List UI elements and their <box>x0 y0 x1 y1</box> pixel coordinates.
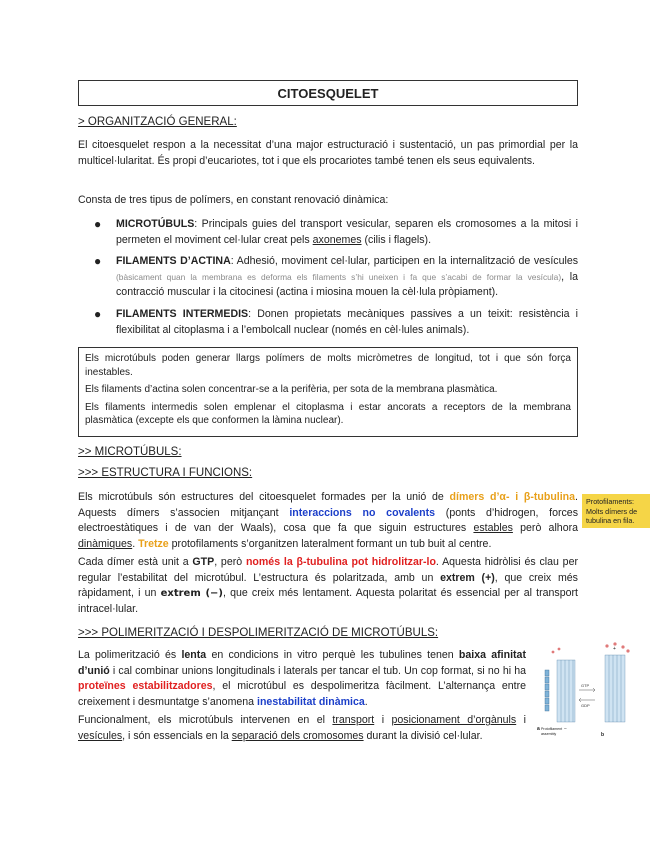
bullet-text: : Adhesió, moviment cel·lular, participen en la internalització de vesícules <box>230 255 579 267</box>
axonemes-term: axonemes <box>312 233 362 246</box>
heading-organitzacio: > ORGANITZACIÓ GENERAL: <box>78 116 237 128</box>
positioning-term: posicionament d’orgànuls <box>391 714 517 726</box>
microtubule-tube-b <box>605 655 625 722</box>
transport-term: transport <box>332 714 375 726</box>
function-paragraph: Funcionalment, els microtúbuls intervenen en el transport i posicionament d’orgànuls i vesícules, i són essencials en la separació dels cromosomes durant la divisió cel·lular. <box>78 714 527 742</box>
minus-end-term: extrem (−) <box>160 588 223 599</box>
page-title: CITOESQUELET <box>78 80 578 106</box>
bullet-text: : Donen propietats mecàniques passives a un teixit: resistència i flexibilitat al citoplasma i a l’embolcall nuclear (només en cèl·lules animals). <box>116 308 578 336</box>
bullet-title: FILAMENTS D’ACTINA <box>116 255 231 267</box>
gdp-arrows <box>579 688 595 702</box>
gtp-paragraph: Cada dímer està unit a GTP, però només la β-tubulina pot hidrolitzar-lo. Aquesta hidròlisi és clau per regular l’estabilitat del microtúbul. L’estructura és polaritzada, amb un extrem (+), que creix més ràpidament, i un extrem (−), que creix més lentament. Aquesta polaritat és essencial per al transport intracel·lular. <box>78 556 578 615</box>
plus-end-term: extrem (+) <box>440 571 495 584</box>
heading-microtubuls: >> MICROTÚBULS: <box>78 446 182 458</box>
bullet-text-end: (cilis i flagels). <box>361 233 432 246</box>
summary-intermedis: Els filaments intermedis solen emplenar el citoplasma i estar ancorats a receptors de la membrana plasmàtica (excepte els que conformen la làmina nuclear). <box>85 401 571 426</box>
polymers-intro: Consta de tres tipus de polímers, en constant renovació dinàmica: <box>78 194 389 206</box>
figure-label-a: a <box>537 726 540 732</box>
bullet-title: MICROTÚBULS <box>116 218 195 230</box>
bullet-text: : Principals guies del transport vesicular, separen els cromosomes a la mitosi i permeten el moviment cel·lular creat pels <box>116 218 578 246</box>
summary-microtubuls: Els microtúbuls poden generar llargs polímers de molts micròmetres de longitud, tot i que són força inestables. <box>85 353 571 378</box>
protofilament-column-1 <box>545 670 549 711</box>
bullet-actina <box>94 254 578 301</box>
chromosome-separation-term: separació dels cromosomes <box>231 729 364 742</box>
bullet-icon: ● <box>94 307 102 321</box>
gtp-term: GTP <box>192 556 215 568</box>
structure-paragraph: Els microtúbuls són estructures del citoesquelet formades per la unió de dímers d’α- i β-tubulina. Aquests dímers s’associen mitjançant interaccions no covalents (ponts d’hidrogen, forces electroestàtiques i de van der Waals), cosa que fa que siguin estructures estables però alhora dinàmiques. Tretze protofilaments s’organitzen lateralment formant un tub buit al centre. <box>78 491 579 550</box>
figure-label-plus: + <box>613 646 616 652</box>
bullet-aside: (bàsicament quan la membrana es deforma els filaments s’hi uneixen i fa que s’acabi de formar la vesícula) <box>116 271 562 282</box>
hydrolysis-term: només la β-tubulina pot hidrolitzar-lo <box>245 556 436 568</box>
summary-box <box>78 347 578 437</box>
dynamic-term: dinàmiques <box>78 537 133 550</box>
figure-label-gtp: GTP <box>581 683 590 688</box>
bullet-microtubuls <box>94 217 578 248</box>
stable-term: estables <box>473 522 513 534</box>
vesicles-term: vesícules <box>78 729 123 742</box>
heading-estructura: >>> ESTRUCTURA I FUNCIONS: <box>78 467 253 479</box>
tubulin-dimers-term: dímers d’α- i β-tubulina <box>449 491 576 503</box>
slow-term: lenta <box>181 649 207 661</box>
figure-label-assembly: assembly <box>541 732 557 736</box>
microtubule-tube-a <box>557 660 575 722</box>
dynamic-instability-term: inestabilitat dinàmica <box>257 695 365 708</box>
figure-label-gdp: GDP <box>581 703 590 708</box>
dimer-rain <box>552 642 630 653</box>
figure-label-minus: − <box>564 726 567 732</box>
polymerization-paragraph: La polimerització és lenta en condicions in vitro perquè les tubulines tenen baixa afinitat d’unió i cal combinar unions longitudinals i laterals per tancar el tub. Un cop format, si no hi ha proteïnes estabilitzadores, el microtúbul es despolimeritza fàcilment. L’alternança entre creixement i desmuntatge s’anomena inestabilitat dinàmica. <box>78 649 526 708</box>
summary-actina: Els filaments d’actina solen concentrar-se a la perifèria, per sota de la membrana plasmàtica. <box>85 384 498 395</box>
bullet-intermedis <box>94 307 578 338</box>
low-affinity-term: baixa afinitat d’unió <box>78 649 526 677</box>
protofilament-note: Protofilaments: Molts dímers de tubulina en fila. <box>582 494 650 528</box>
figure-label-b: b <box>601 732 605 738</box>
bullet-icon: ● <box>94 254 102 268</box>
stabilizing-proteins-term: proteïnes estabilitzadores <box>78 680 213 692</box>
bullet-icon: ● <box>94 217 102 231</box>
noncovalent-term: interaccions no covalents <box>289 506 436 519</box>
bullet-text-end: , la contracció muscular i la citocinesi (actina i miosina mouen la cèl·lula pròpiament). <box>116 270 578 298</box>
tretze-term: Tretze <box>138 537 169 550</box>
microtubule-figure <box>535 640 635 742</box>
figure-label-protofilament: Protofilament <box>541 727 563 731</box>
heading-polimeritzacio: >>> POLIMERITZACIÓ I DESPOLIMERITZACIÓ DE MICROTÚBULS: <box>78 627 439 639</box>
intro-paragraph: El citoesquelet respon a la necessitat d’una major estructuració i sustentació, un pas primordial per la multicel·lularitat. És propi d’eucariotes, tot i que els procariotes també tenen els seus equivalents. <box>78 139 578 167</box>
bullet-title: FILAMENTS INTERMEDIS <box>116 308 249 320</box>
